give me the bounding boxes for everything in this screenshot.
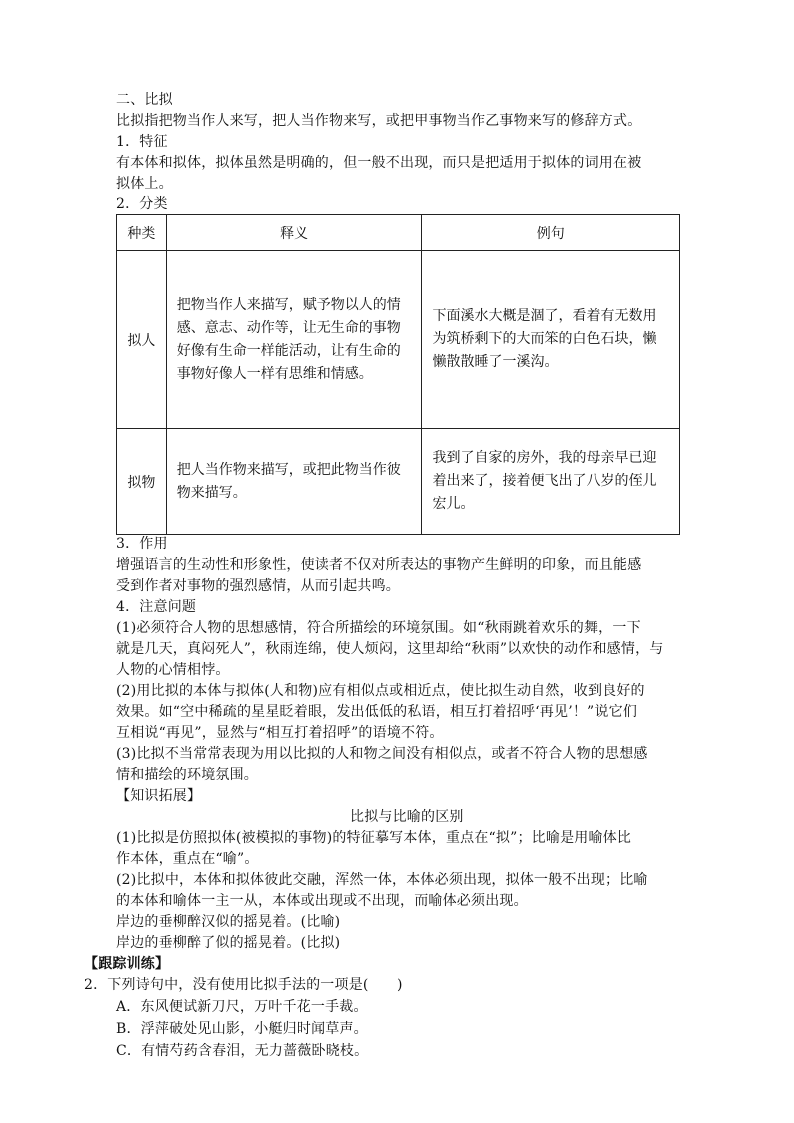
point-1-line: (1)必须符合人物的思想感情，符合所描绘的环境氛围。如“秋雨跳着欢乐的舞，一下 — [116, 620, 641, 636]
function-text-line: 增强语言的生动性和形象性，使读者不仅对所表达的事物产生鲜明的印象，而且能感 — [116, 557, 642, 573]
follow-up-training-label: 【跟踪训练】 — [84, 956, 170, 972]
cell-example: 下面溪水大概是涸了，看着有无数用为筑桥剩下的大而笨的白色石块，懒懒散散睡了一溪沟。 — [422, 251, 680, 429]
definition-text: 比拟指把物当作人来写，把人当作物来写，或把甲事物当作乙事物来写的修辞方式。 — [116, 113, 642, 129]
point-3-line: (3)比拟不当常常表现为用以比拟的人和物之间没有相似点，或者不符合人物的思想感 — [116, 746, 648, 762]
point-2-line: (2)用比拟的本体与拟体(人和物)应有相似点或相近点，使比拟生动自然，收到良好的 — [116, 683, 645, 699]
extension-point-1-line: (1)比拟是仿照拟体(被模拟的事物)的特征摹写本体，重点在“拟”；比喻是用喻体比 — [116, 830, 632, 846]
point-2-line: 互相说“再见”，显然与“相互打着招呼”的语境不符。 — [116, 725, 444, 741]
example-sentence: 岸边的垂柳醉了似的摇晃着。(比拟) — [116, 935, 341, 951]
header-kind: 种类 — [117, 215, 167, 251]
classification-table — [116, 214, 680, 535]
point-2-line: 效果。如“空中稀疏的星星眨着眼，发出低低的私语，相互打着招呼‘再见’！”说它们 — [116, 704, 638, 720]
point-1-line: 就是几天，真闷死人”，秋雨连绵，使人烦闷，这里却给“秋雨”以欢快的动作和感情，与 — [116, 641, 664, 657]
header-meaning: 释义 — [166, 215, 422, 251]
table-row — [117, 251, 680, 429]
function-heading: 3．作用 — [116, 536, 168, 552]
knowledge-extension-label: 【知识拓展】 — [116, 788, 202, 804]
attention-heading: 4．注意问题 — [116, 599, 197, 615]
cell-meaning: 把人当作物来描写，或把此物当作彼物来描写。 — [166, 429, 422, 535]
cell-kind: 拟人 — [117, 251, 167, 429]
option-a: A．东风便试新刀尺，万叶千花一手裁。 — [116, 999, 368, 1015]
option-b: B．浮萍破处见山影，小艇归时闻草声。 — [116, 1021, 368, 1037]
extension-title: 比拟与比喻的区别 — [350, 809, 464, 825]
classification-heading: 2．分类 — [116, 196, 168, 212]
table-header-row — [117, 215, 680, 251]
extension-point-2-line: (2)比拟中，本体和拟体彼此交融，浑然一体，本体必须出现，拟体一般不出现；比喻 — [116, 872, 648, 888]
point-3-line: 情和描绘的环境氛围。 — [116, 767, 258, 783]
function-text-line: 受到作者对事物的强烈感情，从而引起共鸣。 — [116, 578, 400, 594]
feature-heading: 1．特征 — [116, 134, 168, 150]
point-1-line: 人物的心情相悖。 — [116, 662, 230, 678]
cell-kind: 拟物 — [117, 429, 167, 535]
cell-example: 我到了自家的房外，我的母亲早已迎着出来了，接着便飞出了八岁的侄儿宏儿。 — [422, 429, 680, 535]
header-example: 例句 — [422, 215, 680, 251]
cell-meaning: 把物当作人来描写，赋予物以人的情感、意志、动作等，让无生命的事物好像有生命一样能活动，让有生命的事物好像人一样有思维和情感。 — [166, 251, 422, 429]
table-row — [117, 429, 680, 535]
section-title: 二、比拟 — [116, 92, 173, 108]
extension-point-2-line: 的本体和喻体一主一从，本体或出现或不出现，而喻体必须出现。 — [116, 893, 528, 909]
feature-text-line: 拟体上。 — [116, 176, 173, 192]
option-c: C．有情芍药含春泪，无力蔷薇卧晓枝。 — [116, 1043, 369, 1059]
feature-text-line: 有本体和拟体，拟体虽然是明确的，但一般不出现，而只是把适用于拟体的词用在被 — [116, 155, 642, 171]
example-sentence: 岸边的垂柳醉汉似的摇晃着。(比喻) — [116, 914, 341, 930]
question-2: 2．下列诗句中，没有使用比拟手法的一项是( ) — [84, 977, 403, 993]
extension-point-1-line: 作本体，重点在“喻”。 — [116, 851, 259, 867]
